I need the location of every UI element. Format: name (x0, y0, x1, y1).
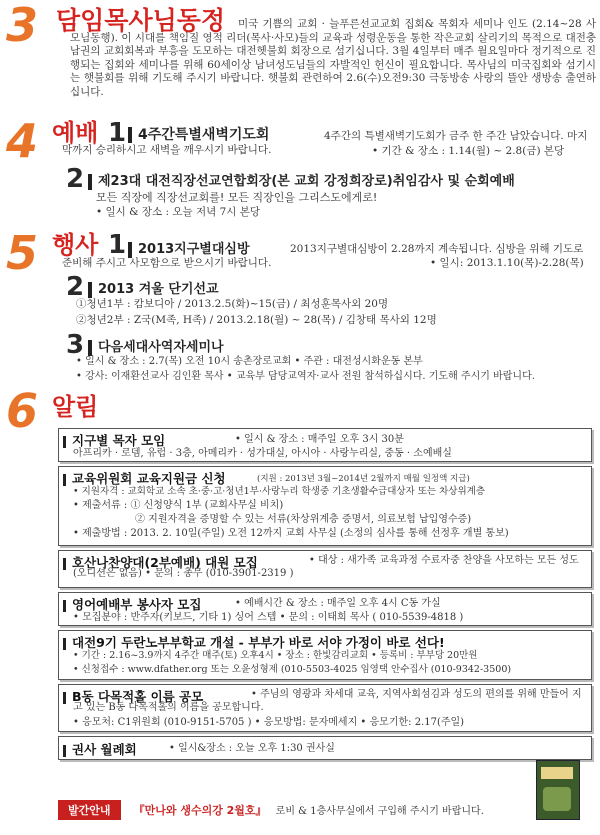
notice-line: ② 지원자격을 증명할 수 있는 서류(차상위계층 증명서, 의료보험 납입영수증) (135, 514, 472, 525)
notice-box-education-fund (58, 466, 592, 546)
publication-text: 로비 & 1층사무실에서 구입해 주시기 바랍니다. (275, 806, 484, 817)
section-number-4: 4 (6, 114, 39, 168)
events-item3-line1: • 일시 & 장소 : 2.7(목) 오전 10시 송촌장로교회 • 주관 : 대전성시화운동 본부 (76, 356, 423, 367)
title-bar (88, 174, 92, 190)
publication-badge: 발간안내 (58, 800, 121, 820)
notice-line: • 신청접수 : www.dfather.org 또는 오윤성형제 (010-5503-4025 임영택 안수집사 (010-9342-3500) (73, 664, 512, 675)
events-item1-number: 1 (108, 230, 127, 260)
section-title-pastor-news: 담임목사님동정 (56, 6, 226, 35)
events-item3-line2: • 강사: 이재환선교사 김인환 목사 • 교육부 담당교역자·교사 전원 참석하십시다. 기도해 주시기 바랍니다. (76, 371, 535, 382)
notice-line: • 일시 & 장소 : 매주일 오후 3시 30분 (235, 434, 404, 445)
section-number-3: 3 (6, 0, 39, 52)
notice-title-text: 교육위원회 교육지원금 신청 (72, 471, 226, 486)
notice-line: • 일시&장소 : 오늘 오후 1:30 권사실 (169, 743, 335, 754)
worship-item2-title-text: 제23대 대전직장선교연합회장(본 교회 강정희장로)취임감사 및 순회예배 (98, 174, 515, 189)
events-item2-line1: ①청년1부 : 캄보디아 / 2013.2.5(화)~15(금) / 최성훈목사외 20명 (76, 298, 389, 310)
events-item1-body: 2013지구별대심방이 2.28까지 계속됩니다. 심방을 위해 기도로 준비해 주시고 사모함으로 받으시기 바랍니다. (62, 243, 584, 269)
worship-item2-detail: • 일시 & 장소 : 오늘 저녁 7시 본당 (96, 206, 261, 218)
title-bar (63, 474, 66, 486)
notice-line: • 예배시간 & 장소 : 매주일 오후 4시 C동 가실 (235, 598, 441, 609)
worship-item2-number: 2 (66, 164, 85, 194)
worship-item2-title (88, 170, 598, 190)
events-item2-line2: ②청년2부 : Z국(M족, H족) / 2013.2.18(월) ~ 28(목) / 김창태 목사외 12명 (76, 314, 437, 326)
worship-item1-title-text: 4주간특별새벽기도회 (138, 127, 270, 143)
notice-line: • 대상 : 새가족 교육과정 수료자중 찬양을 사모하는 모든 성도(오디션은 없음) • 문의 : 총무 (010-3901-2319 ) (73, 555, 579, 579)
notice-title-text: 호산나찬양대(2부예배) 대원 모집 (72, 555, 258, 570)
worship-item1-detail: • 기간 & 장소 : 1.14(월) ~ 2.8(금) 본당 (372, 145, 565, 157)
worship-item2-body: 모든 직장에 직장선교회를! 모든 직장인을 그리스도에게로! (96, 191, 378, 204)
events-item3-number: 3 (66, 330, 85, 360)
title-bar (63, 745, 66, 757)
notice-note: (지원 : 2013년 3월~2014년 2월까지 매월 일정액 지급) (257, 474, 470, 484)
notice-line: • 지원자격 : 교회학교 소속 초·중·고·청년1부·사랑누리 학생중 기초생활수급대상자 또는 차상위계층 (73, 486, 486, 497)
publication-notice (58, 799, 528, 815)
section-title-events: 행사 (52, 231, 99, 259)
title-bar (88, 340, 92, 356)
pastor-news-body: 미국 기쁨의 교회 · 늘푸른선교교회 집회& 목회자 세미나 인도 (2.14~28 사모님동행). 이 시대를 책임질 영적 리더(목사·사모)들의 교육과 성령운동을 통한 작은교회 살리기의 목적으로 대전충남권의 교회회복과 부흥을 도모하는 대전헷불회 회장으로 섬기십니다. 3월 4일부터 매주 월요일마다 정기적으로 진행되는 집회와 세미나를 위해 60세이상 남녀성도님들의 자발적인 헌신이 필요합니다. 목사님의 미국집회와 섬기시는 햇불회를 위해 기도해 주시기 바랍니다. 햇불회 관련하여 2.6(수)오전9:30 극동방송 사랑의 뜰안 생방송 출연하십니다. (70, 18, 596, 98)
events-item1-title-text: 2013지구별대심방 (138, 242, 250, 257)
notice-box-deaconess-meeting (58, 736, 592, 760)
title-bar (63, 692, 66, 704)
title-bar (88, 282, 92, 298)
notice-title-text: 대전9기 두란노부부학교 개설 - 부부가 바로 서야 가정이 바로 선다! (72, 635, 445, 650)
title-bar (63, 558, 66, 570)
notice-line: • 주님의 영광과 차세대 교육, 지역사회섬김과 성도의 편의를 위해 만들어 지고 있는 B동 다목적홀의 이름을 공모합니다. (73, 689, 582, 713)
magazine-cover-image (536, 760, 580, 820)
notice-box-choir (58, 550, 592, 588)
events-item3-title (88, 336, 224, 356)
notice-line: • 응모처: C1위원회 (010-9151-5705 ) • 응모방법: 문자메세지 • 응모기한: 2.17(주일) (73, 717, 465, 728)
section-title-worship: 예배 (52, 119, 99, 147)
notice-box-leaders-meeting (58, 428, 592, 462)
section-number-5: 5 (6, 226, 39, 280)
events-item3-title-text: 다음세대사역자세미나 (98, 340, 224, 355)
title-bar (63, 436, 66, 448)
notice-line: • 제출서류 : ① 신청양식 1부 (교회사무실 비치) (73, 500, 284, 511)
events-item2-number: 2 (66, 272, 85, 302)
worship-item1-number: 1 (108, 118, 127, 148)
section-number-6: 6 (6, 384, 39, 438)
title-bar (63, 600, 66, 612)
title-bar (63, 638, 66, 650)
notice-title-text: B동 다목적홀 이름 공모 (72, 689, 204, 704)
notice-line: • 모집분야 : 반주자(키보드, 기타 1) 싱어 스텝 • 문의 : 이태희 목사 ( 010-5539-4818 ) (73, 612, 464, 623)
notice-title-text: 지구별 목자 모임 (72, 433, 166, 448)
events-item2-title-text: 2013 겨울 단기선교 (98, 282, 219, 297)
section-title-notices: 알림 (52, 393, 99, 421)
notice-line: • 제출방법 : 2013. 2. 10일(주일) 오전 12까지 교회 사무실 (소정의 심사를 통해 선정후 개별 통보) (73, 528, 509, 539)
events-item2-title (88, 278, 219, 298)
notice-box-couples-school (58, 630, 592, 680)
notice-title (63, 740, 137, 758)
notice-title-text: 권사 월례회 (72, 742, 137, 757)
notice-line: • 기간 : 2.16~3.9까지 4주간 매주(토) 오후4시 • 장소 : 한빛감리교회 • 등록비 : 부부당 20만원 (73, 650, 478, 661)
publication-title: 『만나와 생수의강 2월호』 (133, 804, 267, 817)
notice-box-hall-naming (58, 684, 592, 732)
notice-line: 아프리카 · 로뎀, 유럽 · 3층, 아메리카 · 성가대실, 아시아 · 사랑누리실, 중동 · 소예배실 (73, 448, 452, 459)
events-item1-detail: • 일시: 2013.1.10(목)-2.28(목) (430, 257, 584, 269)
notice-title-text: 영어예배부 봉사자 모집 (72, 597, 202, 612)
notice-box-english-worship (58, 592, 592, 626)
worship-item1-body: 4주간의 특별새벽기도회가 금주 한 주간 남았습니다. 마지막까지 승리하시고 새벽을 깨우시기 바랍니다. (62, 130, 588, 156)
